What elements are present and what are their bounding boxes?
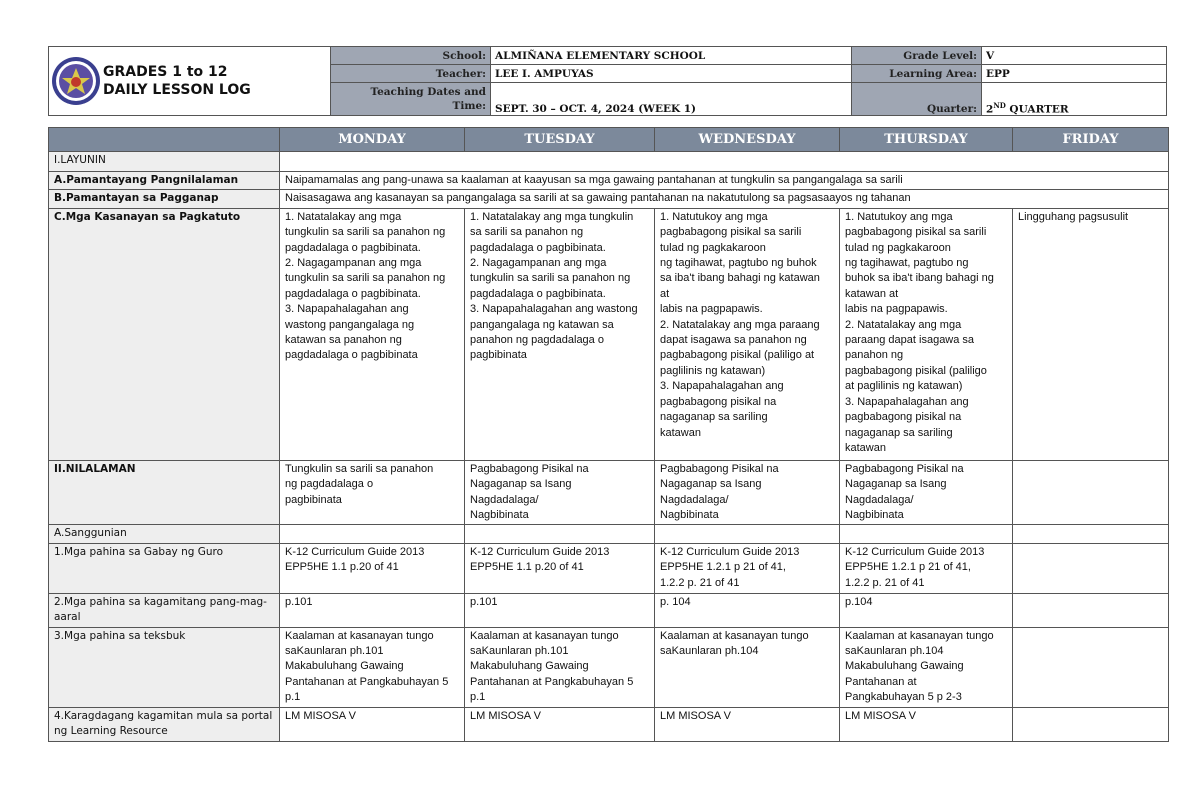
table-row [49, 627, 1169, 707]
dates-label: Teaching Dates and Time: [331, 83, 491, 116]
day-header-row [49, 128, 1169, 152]
day-thursday: THURSDAY [840, 128, 1013, 152]
day-monday: MONDAY [280, 128, 465, 152]
area-label: Learning Area: [852, 65, 982, 83]
sanggunian-empty-4 [840, 525, 1013, 543]
table-row [49, 172, 1169, 190]
table-row [49, 593, 1169, 627]
pagganap-text: Naisasagawa ang kasanayan sa pangangalaga sa sarili at sa gawaing pantahanan na nakatutulong sa pagsasaayos ng tahanan [280, 190, 1169, 208]
sanggunian-empty-5 [1013, 525, 1169, 543]
gabay-thursday: K-12 Curriculum Guide 2013 EPP5HE 1.2.1 p 21 of 41, 1.2.2 p. 21 of 41 [840, 543, 1013, 593]
table-row [49, 190, 1169, 208]
quarter-label: Quarter: [852, 83, 982, 116]
kasanayan-wednesday: 1. Natutukoy ang mga pagbabagong pisikal sa sarili tulad ng pagkakaroon ng tagihawat, pagtubo ng buhok sa iba't ibang bahagi ng katawan at labis na pagpapawis. 2. Natatalakay ang mga paraang dapat isagawa sa panahon ng pagbabagong pisikal (paliligo at paglilinis ng katawan) 3. Napapahalagahan ang pagbabagong pisikal na nagaganap sa sariling katawan [655, 208, 840, 460]
teksbuk-tuesday: Kaalaman at kasanayan tungo saKaunlaran ph.101 Makabuluhang Gawaing Pantahanan at Pangkabuhayan 5 p.1 [465, 627, 655, 707]
row-label-sanggunian: A.Sanggunian [49, 525, 280, 543]
portal-friday [1013, 707, 1169, 741]
kagamitan-monday: p.101 [280, 593, 465, 627]
quarter-word: QUARTER [1005, 103, 1069, 115]
kasanayan-thursday: 1. Natutukoy ang mga pagbabagong pisikal sa sarili tulad ng pagkakaroon ng tagihawat, pagtubo ng buhok sa iba't ibang bahagi ng katawan at labis na pagpapawis. 2. Natatalakay ang mga paraang dapat isagawa sa panahon ng pagbabagong pisikal (paliligo at paglilinis ng katawan) 3. Napapahalagahan ang pagbabagong pisikal na nagaganap sa sariling katawan [840, 208, 1013, 460]
pangnilalaman-text: Naipamamalas ang pang-unawa sa kaalaman at kaayusan sa mga gawaing pantahanan at tungkulin sa pangangalaga sa sarili [280, 172, 1169, 190]
row-label-kasanayan: C.Mga Kasanayan sa Pagkatuto [49, 208, 280, 460]
nilalaman-wednesday: Pagbabagong Pisikal na Nagaganap sa Isang Nagdadalaga/ Nagbibinata [655, 460, 840, 525]
quarter-number: 2 [986, 103, 994, 115]
table-row [49, 460, 1169, 525]
day-wednesday: WEDNESDAY [655, 128, 840, 152]
row-label-pangnilalaman: A.Pamantayang Pangnilalaman [49, 172, 280, 190]
row-label-gabay: 1.Mga pahina sa Gabay ng Guro [49, 543, 280, 593]
gabay-tuesday: K-12 Curriculum Guide 2013 EPP5HE 1.1 p.20 of 41 [465, 543, 655, 593]
row-label-teksbuk: 3.Mga pahina sa teksbuk [49, 627, 280, 707]
table-row [49, 543, 1169, 593]
row-label-layunin: I.LAYUNIN [49, 152, 280, 172]
table-row [49, 208, 1169, 460]
dates-value: SEPT. 30 – OCT. 4, 2024 (WEEK 1) [491, 83, 852, 116]
header-table [48, 46, 1167, 116]
teacher-label: Teacher: [331, 65, 491, 83]
kasanayan-monday: 1. Natatalakay ang mga tungkulin sa sarili sa panahon ng pagdadalaga o pagbibinata. 2. Nagagampanan ang mga tungkulin sa sarili sa panahon ng pagdadalaga o pagbibinata. 3. Napapahalagahan ang wastong pangangalaga ng katawan sa panahon ng pagdadalaga o pagbibinata [280, 208, 465, 460]
row-label-portal: 4.Karagdagang kagamitan mula sa portal ng Learning Resource [49, 707, 280, 741]
table-row [49, 525, 1169, 543]
sanggunian-empty-3 [655, 525, 840, 543]
corner-cell [49, 128, 280, 152]
deped-seal-icon [51, 56, 101, 106]
teacher-value: LEE I. AMPUYAS [491, 65, 852, 83]
row-label-pagganap: B.Pamantayan sa Pagganap [49, 190, 280, 208]
teksbuk-wednesday: Kaalaman at kasanayan tungo saKaunlaran ph.104 [655, 627, 840, 707]
brand-cell [49, 47, 331, 116]
kagamitan-friday [1013, 593, 1169, 627]
row-label-kagamitan: 2.Mga pahina sa kagamitang pang-mag-aaral [49, 593, 280, 627]
kasanayan-friday: Lingguhang pagsusulit [1013, 208, 1169, 460]
sanggunian-empty-1 [280, 525, 465, 543]
kagamitan-wednesday: p. 104 [655, 593, 840, 627]
quarter-value [982, 83, 1167, 116]
sanggunian-empty-2 [465, 525, 655, 543]
gabay-friday [1013, 543, 1169, 593]
teksbuk-friday [1013, 627, 1169, 707]
day-tuesday: TUESDAY [465, 128, 655, 152]
row-label-nilalaman: II.NILALAMAN [49, 460, 280, 525]
school-label: School: [331, 47, 491, 65]
day-friday: FRIDAY [1013, 128, 1169, 152]
grade-label: Grade Level: [852, 47, 982, 65]
teksbuk-monday: Kaalaman at kasanayan tungo saKaunlaran ph.101 Makabuluhang Gawaing Pantahanan at Pangkabuhayan 5 p.1 [280, 627, 465, 707]
quarter-suffix: ND [993, 100, 1006, 110]
kagamitan-thursday: p.104 [840, 593, 1013, 627]
teksbuk-thursday: Kaalaman at kasanayan tungo saKaunlaran ph.104 Makabuluhang Gawaing Pantahanan at Pangkabuhayan 5 p 2-3 [840, 627, 1013, 707]
grade-value: V [982, 47, 1167, 65]
school-value: ALMIÑANA ELEMENTARY SCHOOL [491, 47, 852, 65]
portal-thursday: LM MISOSA V [840, 707, 1013, 741]
title-line-2: DAILY LESSON LOG [103, 82, 251, 98]
nilalaman-monday: Tungkulin sa sarili sa panahon ng pagdadalaga o pagbibinata [280, 460, 465, 525]
portal-monday: LM MISOSA V [280, 707, 465, 741]
kagamitan-tuesday: p.101 [465, 593, 655, 627]
area-value: EPP [982, 65, 1167, 83]
layunin-empty-cell [280, 152, 1169, 172]
nilalaman-friday [1013, 460, 1169, 525]
title-line-1: GRADES 1 to 12 [103, 64, 228, 80]
nilalaman-tuesday: Pagbabagong Pisikal na Nagaganap sa Isang Nagdadalaga/ Nagbibinata [465, 460, 655, 525]
lesson-log-table [48, 127, 1169, 742]
gabay-monday: K-12 Curriculum Guide 2013 EPP5HE 1.1 p.20 of 41 [280, 543, 465, 593]
portal-tuesday: LM MISOSA V [465, 707, 655, 741]
table-row [49, 707, 1169, 741]
kasanayan-tuesday: 1. Natatalakay ang mga tungkulin sa sarili sa panahon ng pagdadalaga o pagbibinata. 2. Nagagampanan ang mga tungkulin sa sarili sa panahon ng pagdadalaga o pagbibinata. 3. Napapahalagahan ang wastong pangangalaga ng katawan sa panahon ng pagdadalaga o pagbibinata [465, 208, 655, 460]
table-row [49, 152, 1169, 172]
nilalaman-thursday: Pagbabagong Pisikal na Nagaganap sa Isang Nagdadalaga/ Nagbibinata [840, 460, 1013, 525]
gabay-wednesday: K-12 Curriculum Guide 2013 EPP5HE 1.2.1 p 21 of 41, 1.2.2 p. 21 of 41 [655, 543, 840, 593]
portal-wednesday: LM MISOSA V [655, 707, 840, 741]
